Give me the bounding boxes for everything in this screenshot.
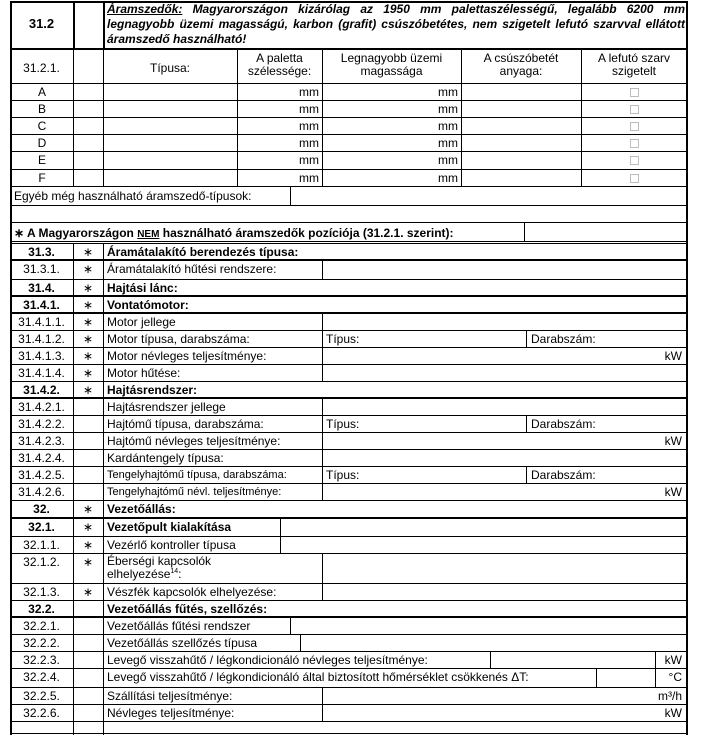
h-rule — [10, 651, 688, 652]
insulated-checkbox[interactable] — [630, 174, 639, 183]
h-rule — [10, 536, 688, 537]
row-label: Vezetőállás fűtés, szellőzés: — [107, 602, 268, 616]
h-rule — [10, 616, 688, 617]
star-marker: ∗ — [82, 366, 94, 380]
not-usable-label — [14, 227, 534, 240]
row-code: 31.4.1.2. — [18, 332, 65, 346]
v-rule — [322, 449, 323, 467]
h-rule — [10, 500, 688, 501]
insulated-checkbox[interactable] — [630, 105, 639, 114]
row-letter: D — [37, 136, 47, 150]
h-rule — [10, 518, 688, 519]
darabszam-label: Darabszám: — [531, 468, 596, 482]
star-marker: ∗ — [82, 349, 94, 363]
row-label: Motor jellege — [107, 315, 176, 329]
label-part: A Magyarországon — [26, 226, 138, 240]
h-rule — [10, 186, 688, 187]
row-letter: E — [37, 153, 46, 167]
row-code: 31.4.2. — [23, 383, 60, 397]
h-rule — [10, 241, 688, 242]
h-rule — [10, 449, 688, 450]
row-letter: F — [38, 171, 46, 185]
h-rule — [10, 48, 688, 50]
h-rule — [10, 668, 688, 669]
tipus-label: Típus: — [326, 468, 360, 482]
row-code: 31.4.2.6. — [18, 485, 65, 499]
row-label: Vezetőállás szellőzés típusa — [107, 636, 258, 650]
row-label: Vezetőállás: — [107, 502, 176, 516]
h-rule — [10, 687, 688, 688]
v-rule — [290, 617, 291, 635]
unit-label: kW — [664, 349, 682, 363]
star-marker: ∗ — [82, 281, 94, 295]
v-rule — [322, 704, 323, 722]
h-rule — [10, 397, 688, 398]
row-label: Áramátalakító hűtési rendszere: — [107, 262, 277, 276]
row-letter: A — [37, 85, 46, 99]
star-marker: ∗ — [82, 538, 94, 552]
col-header-paletta: A paletta szélessége: — [247, 51, 312, 79]
col-header-anyag: A csúszóbetét anyaga: — [483, 51, 559, 79]
row-code: 32. — [33, 502, 50, 516]
label-nem: NEM — [137, 229, 160, 240]
star-marker: ∗ — [82, 332, 94, 346]
row-label: Vészfék kapcsolók elhelyezése: — [107, 585, 277, 599]
v-rule — [526, 330, 527, 348]
unit-label: °C — [668, 670, 682, 684]
darabszam-label: Darabszám: — [531, 417, 596, 431]
h-rule — [10, 517, 688, 518]
h-rule — [10, 634, 688, 635]
v-rule — [103, 243, 104, 735]
row-code: 32.1.1. — [23, 538, 60, 552]
row-code: 32.2.3. — [23, 653, 60, 667]
row-label: Vezetőállás fűtési rendszer — [107, 619, 251, 633]
unit-label: kW — [664, 485, 682, 499]
col-header-szigetelt: A lefutó szarv szigetelt — [597, 51, 671, 79]
v-rule — [322, 260, 323, 280]
v-rule — [322, 330, 323, 348]
v-rule — [300, 634, 301, 652]
row-code: 32.2.4. — [23, 670, 60, 684]
row-code: 31.4.2.5. — [18, 468, 65, 482]
h-rule — [10, 296, 688, 297]
darabszam-label: Darabszám: — [531, 332, 596, 346]
row-label: Hajtómű típusa, darabszáma: — [107, 417, 264, 431]
star-marker: ∗ — [82, 262, 94, 276]
row-code: 32.2.6. — [23, 706, 60, 720]
unit-mm: mm — [299, 153, 319, 167]
unit-mm: mm — [299, 171, 319, 185]
v-rule — [322, 553, 323, 584]
unit-mm: mm — [438, 102, 458, 116]
row-code: 31.3.1. — [23, 262, 60, 276]
v-rule — [322, 583, 323, 601]
row-label: Névleges teljesítménye: — [107, 706, 235, 720]
h-rule — [10, 381, 688, 382]
v-rule — [73, 1, 75, 49]
row-label: Hajtásrendszer jellege — [107, 400, 226, 414]
v-rule — [596, 668, 597, 688]
row-label: Motor hűtése: — [107, 366, 181, 380]
row-code: 31.4.1.4. — [18, 366, 65, 380]
insulated-checkbox[interactable] — [630, 88, 639, 97]
row-label-line1: Éberségi kapcsolók — [107, 554, 212, 568]
unit-mm: mm — [438, 119, 458, 133]
row-label: Vezetőpult kialakítása — [107, 520, 232, 534]
row-letter: C — [37, 119, 47, 133]
h-rule — [10, 704, 688, 705]
row-code: 31.3. — [28, 245, 55, 259]
h-rule — [10, 100, 688, 101]
row-label: Levegő visszahűtő / légkondicionáló névleges teljesítménye: — [107, 653, 428, 667]
label-part: használható áramszedők pozíciója (31.2.1. szerint): — [159, 226, 454, 240]
tipus-label: Típus: — [326, 332, 360, 346]
v-rule — [290, 187, 291, 206]
h-rule — [10, 330, 688, 331]
h-rule — [10, 260, 688, 261]
h-rule — [10, 117, 688, 118]
row-label — [107, 555, 211, 581]
footnote-ref: 14 — [170, 568, 179, 576]
row-label: Szállítási teljesítménye: — [107, 689, 233, 703]
h-rule — [10, 432, 688, 433]
row-label-colon: : — [178, 567, 182, 582]
row-code: 31.4.2.4. — [18, 451, 65, 465]
row-code: 32.2.2. — [23, 636, 60, 650]
v-rule — [322, 432, 323, 450]
row-label: Vontatómotor: — [107, 298, 189, 312]
v-rule — [526, 466, 527, 484]
v-rule — [490, 651, 491, 669]
insulated-checkbox[interactable] — [630, 122, 639, 131]
v-rule — [524, 222, 525, 242]
h-rule — [10, 295, 688, 296]
col-header-tipus: Típusa: — [149, 61, 191, 75]
h-rule — [10, 83, 688, 84]
unit-mm: mm — [438, 85, 458, 99]
v-rule — [322, 364, 323, 382]
star-marker: ∗ — [14, 226, 25, 240]
h-rule — [10, 415, 688, 416]
star-marker: ∗ — [82, 383, 94, 397]
row-letter: B — [37, 102, 46, 116]
row-code: 31.4.2.3. — [18, 434, 65, 448]
star-marker: ∗ — [82, 585, 94, 599]
h-rule — [10, 466, 688, 467]
row-code: 31.4.1.1. — [18, 315, 65, 329]
row-label: Tengelyhajtómű névl. teljesítménye: — [107, 486, 282, 498]
table-code: 31.2.1. — [23, 61, 60, 75]
h-rule — [10, 398, 688, 399]
row-label: Hajtómű névleges teljesítménye: — [107, 434, 281, 448]
row-label: Vezérlő kontroller típusa — [107, 538, 236, 552]
row-code: 31.4.2.2. — [18, 417, 65, 431]
h-rule — [10, 243, 688, 244]
h-rule — [10, 279, 688, 280]
row-code: 32.1. — [28, 520, 55, 534]
row-label-line2: elhelyezése — [107, 567, 171, 582]
row-code: 31.4. — [28, 281, 55, 295]
insulated-checkbox[interactable] — [630, 139, 639, 148]
v-rule — [322, 466, 323, 484]
col-header-magassag: Legnagyobb üzemi magassága — [340, 51, 443, 79]
row-label: Tengelyhajtómű típusa, darabszáma: — [107, 469, 287, 481]
unit-label: kW — [664, 434, 682, 448]
v-rule — [280, 536, 281, 554]
h-rule — [10, 151, 688, 152]
row-code: 32.2.5. — [23, 689, 60, 703]
row-label: Hajtásrendszer: — [107, 383, 198, 397]
other-types-label: Egyéb még használható áramszedő-típusok: — [14, 189, 252, 203]
h-rule — [10, 347, 688, 348]
h-rule — [10, 169, 688, 170]
h-rule — [10, 205, 688, 206]
v-rule — [322, 313, 323, 331]
star-marker: ∗ — [82, 245, 94, 259]
h-rule — [10, 222, 688, 223]
star-marker: ∗ — [82, 298, 94, 312]
star-marker: ∗ — [82, 502, 94, 516]
v-rule — [526, 415, 527, 433]
row-code: 31.4.1.3. — [18, 349, 65, 363]
row-label: Kardántengely típusa: — [107, 451, 224, 465]
h-rule — [10, 134, 688, 135]
unit-mm: mm — [438, 171, 458, 185]
h-rule — [10, 259, 688, 260]
row-code: 32.1.2. — [23, 555, 60, 569]
h-rule — [10, 312, 688, 313]
row-label: Motor típusa, darabszáma: — [107, 332, 250, 346]
v-rule — [322, 347, 323, 365]
v-rule — [322, 687, 323, 705]
unit-mm: mm — [299, 102, 319, 116]
unit-mm: mm — [438, 153, 458, 167]
insulated-checkbox[interactable] — [630, 156, 639, 165]
unit-label: kW — [664, 653, 682, 667]
unit-mm: mm — [299, 119, 319, 133]
v-rule — [322, 415, 323, 433]
unit-mm: mm — [299, 85, 319, 99]
unit-label: kW — [664, 706, 682, 720]
h-rule — [10, 364, 688, 365]
row-code: 31.4.2.1. — [18, 400, 65, 414]
tipus-label: Típus: — [326, 417, 360, 431]
v-rule — [322, 483, 323, 501]
row-label: Áramátalakító berendezés típusa: — [107, 245, 299, 259]
star-marker: ∗ — [82, 315, 94, 329]
h-rule — [10, 600, 688, 601]
row-label: Levegő visszahűtő / légkondicionáló által biztosított hőmérséklet csökkenés ΔT: — [107, 670, 529, 684]
v-rule — [322, 398, 323, 416]
star-marker: ∗ — [82, 520, 94, 534]
section-number: 31.2 — [28, 16, 55, 31]
star-marker: ∗ — [82, 555, 94, 569]
row-code: 32.2.1. — [23, 619, 60, 633]
h-rule — [10, 313, 688, 314]
section-title — [107, 2, 685, 47]
v-rule — [103, 1, 105, 49]
unit-mm: mm — [299, 136, 319, 150]
title-text: Magyarországon kizárólag az 1950 mm palettaszélességű, legalább 6200 mm legnagyobb üzemi magasságú, karbon (grafit) csúszóbetétes, nem szigetelt lefutó szarvval ellátott áramszedő használható! — [107, 2, 685, 46]
h-rule — [10, 483, 688, 484]
v-rule — [686, 1, 688, 735]
v-rule — [73, 243, 74, 735]
row-code: 32.2. — [28, 602, 55, 616]
h-rule — [10, 617, 688, 618]
title-label: Áramszedők: — [107, 2, 183, 16]
h-rule — [10, 721, 688, 722]
h-rule — [10, 583, 688, 584]
row-code: 31.4.1. — [23, 298, 60, 312]
row-label: Motor névleges teljesítménye: — [107, 349, 267, 363]
v-rule — [280, 518, 281, 537]
row-code: 32.1.3. — [23, 585, 60, 599]
unit-mm: mm — [438, 136, 458, 150]
row-label: Hajtási lánc: — [107, 281, 178, 295]
unit-label: m³/h — [658, 689, 682, 703]
